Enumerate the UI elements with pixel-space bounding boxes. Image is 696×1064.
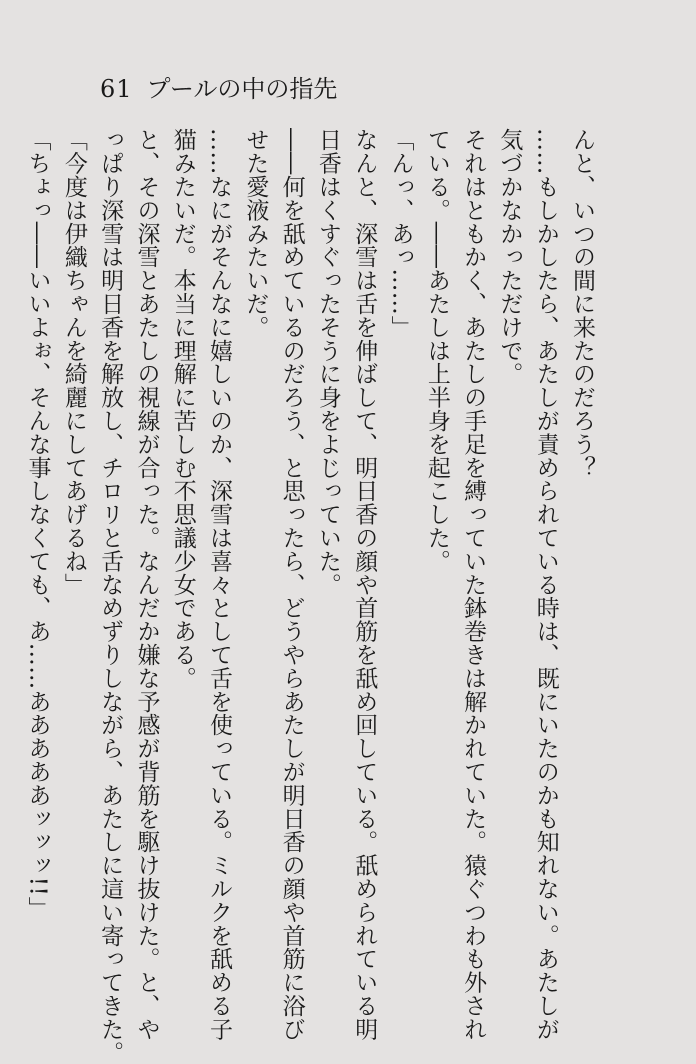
page-number: 61 xyxy=(100,75,133,103)
text-line: 「んっ、あっ……」 xyxy=(387,128,414,339)
page-header xyxy=(100,74,337,104)
text-line: ている。――あたしは上半身を起こした。 xyxy=(423,128,450,573)
text-line: っぱり深雪は明日香を解放し、チロリと舌なめずりしながら、あたしに這い寄ってきた。 xyxy=(97,128,124,1064)
text-line: 気づかなかっただけで。 xyxy=(496,128,523,386)
text-line: んと、いつの間に来たのだろう？ xyxy=(569,128,595,479)
text-line: 「ちょっ――いいよぉ、そんな事しなくても、あ……あああああッッッ!!」 xyxy=(24,128,51,920)
text-line: ――何を舐めているのだろう、と思ったら、どうやらあたしが明日香の顔や首筋に浴び xyxy=(278,128,305,1041)
text-line: 日香はくすぐったそうに身をよじっていた。 xyxy=(314,128,341,596)
chapter-title: プールの中の指先 xyxy=(146,75,338,103)
text-line: 「今度は伊織ちゃんを綺麗にしてあげるね」 xyxy=(60,128,87,596)
text-line: それはともかく、あたしの手足を縛っていた鉢巻きは解かれていた。猿ぐつわも外され xyxy=(460,128,487,1041)
text-line: 猫みたいだ。本当に理解に苦しむ不思議少女である。 xyxy=(169,128,196,690)
text-line: ……なにがそんなに嬉しいのか、深雪は喜々として舌を使っている。ミルクを舐める子 xyxy=(206,128,233,1041)
text-line: ……もしかしたら、あたしが責められている時は、既にいたのかも知れない。あたしが xyxy=(532,128,559,1041)
text-line: と、その深雪とあたしの視線が合った。なんだか嫌な予感が背筋を駆け抜けた。と、や xyxy=(133,128,160,1041)
text-line: せた愛液みたいだ。 xyxy=(242,128,269,339)
vertical-body-text xyxy=(19,128,600,1064)
text-line: なんと、深雪は舌を伸ばして、明日香の顔や首筋を舐め回している。舐められている明 xyxy=(351,128,378,1041)
